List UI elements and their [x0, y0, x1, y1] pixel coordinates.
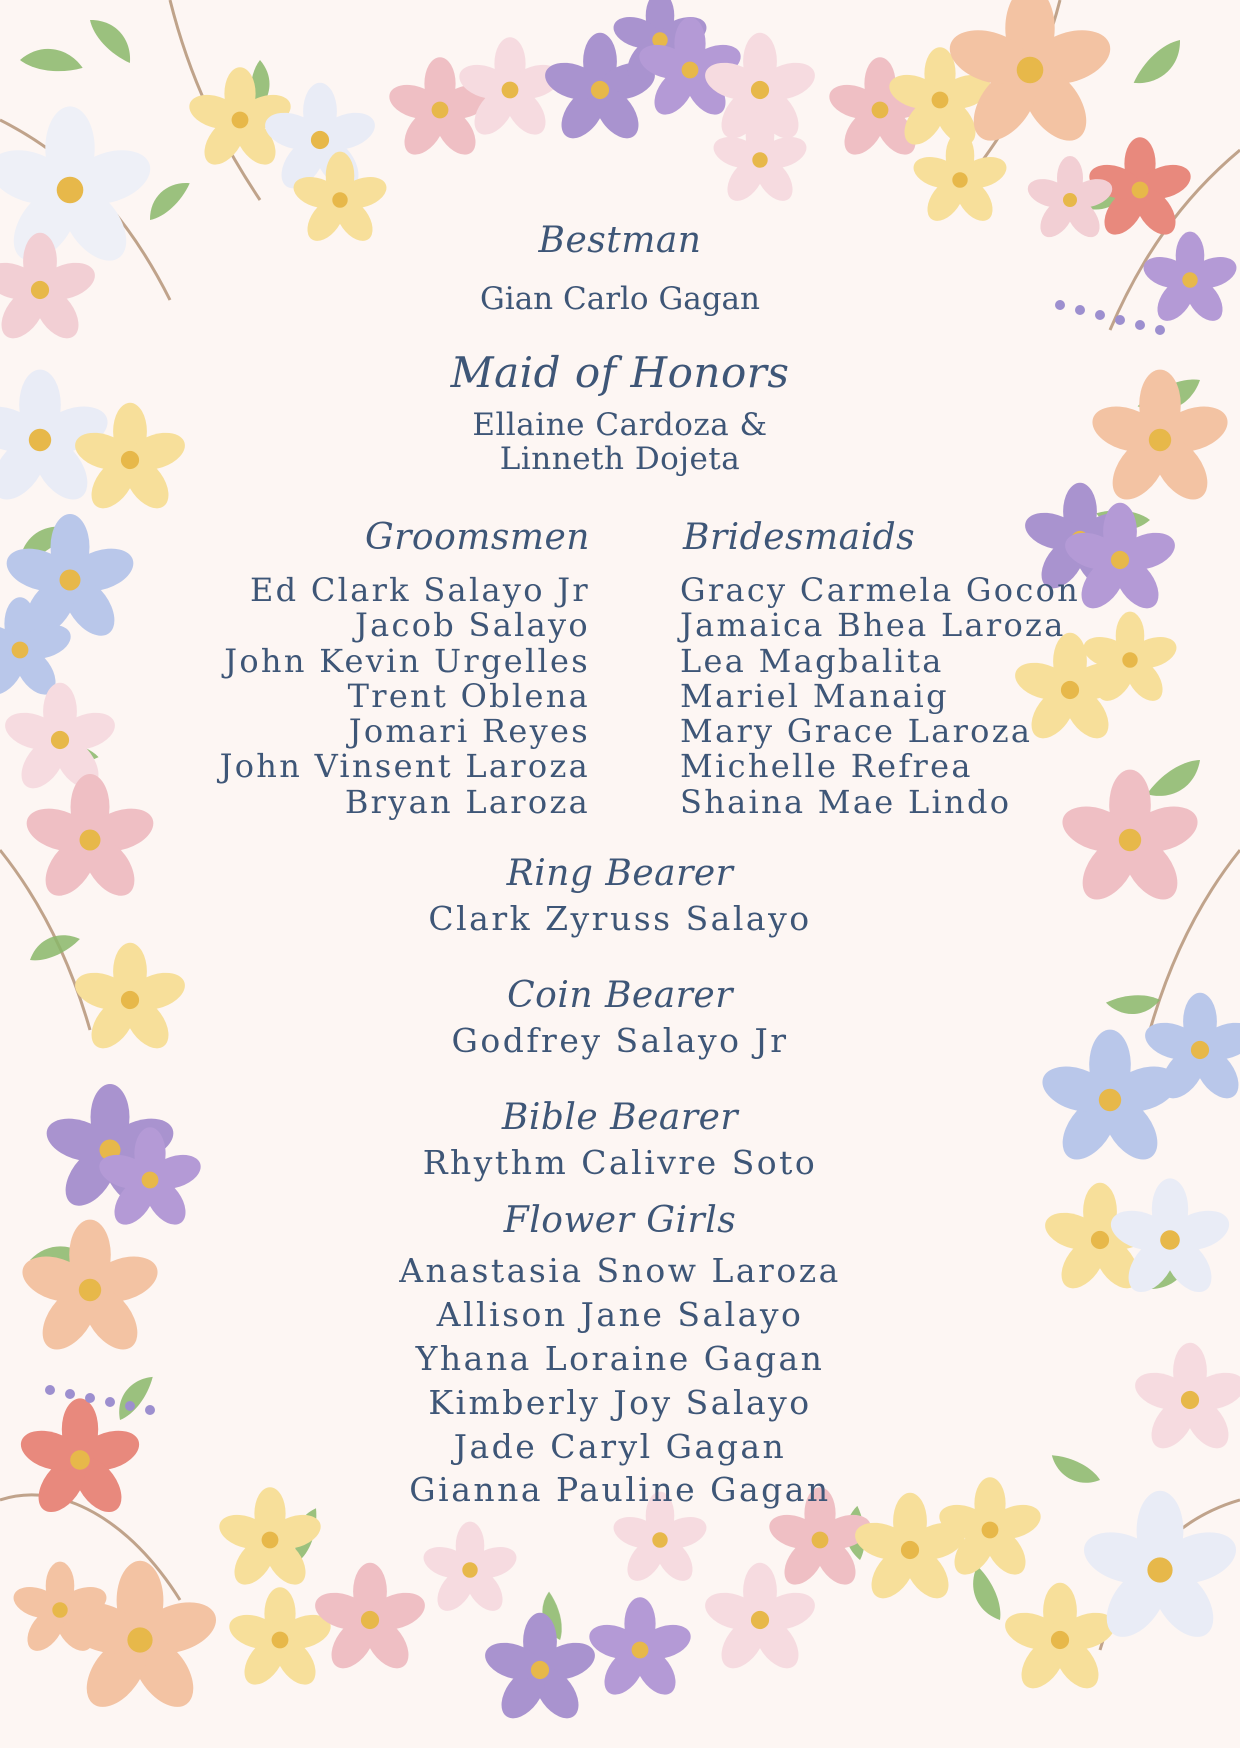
ring-bearer-heading: Ring Bearer	[506, 853, 734, 894]
groomsmen-list	[220, 573, 590, 820]
groomsman-name: Ed Clark Salayo Jr	[249, 571, 590, 609]
ring-bearer-name: Clark Zyruss Salayo	[428, 899, 812, 938]
groomsmen-heading: Groomsmen	[364, 517, 590, 558]
groomsman-name: Bryan Laroza	[344, 782, 590, 821]
flower-girl-name: Allison Jane Salayo	[436, 1295, 804, 1334]
bible-bearer-name: Rhythm Calivre Soto	[422, 1143, 818, 1182]
bridesmaid-name: Mary Grace Laroza	[680, 712, 1033, 751]
groomsman-name: John Kevin Urgelles	[224, 641, 590, 680]
bridesmaid-name: Mariel Manaig	[680, 676, 949, 715]
maid-of-honor-line-1: Ellaine Cardoza &	[472, 407, 768, 443]
groomsman-name: Jacob Salayo	[354, 606, 590, 645]
groomsman-name: John Vinsent Laroza	[219, 747, 590, 786]
bridesmaid-name: Shaina Mae Lindo	[680, 782, 1012, 821]
flower-girl-name: Anastasia Snow Laroza	[399, 1251, 841, 1290]
groomsman-name: Trent Oblena	[347, 676, 590, 715]
bridesmaid-name: Lea Magbalita	[680, 641, 944, 680]
maid-of-honor-heading: Maid of Honors	[450, 348, 790, 397]
coin-bearer-heading: Coin Bearer	[507, 975, 733, 1016]
bridesmaid-name: Gracy Carmela Gocon	[680, 571, 1081, 609]
bestman-name: Gian Carlo Gagan	[480, 281, 760, 317]
maid-of-honor-line-2: Linneth Dojeta	[499, 441, 741, 477]
flower-girl-name: Yhana Loraine Gagan	[415, 1339, 825, 1378]
bridesmaid-name: Michelle Refrea	[680, 747, 973, 786]
bridesmaid-name: Jamaica Bhea Laroza	[680, 606, 1066, 645]
flower-girl-name: Kimberly Joy Salayo	[428, 1383, 812, 1422]
coin-bearer-name: Godfrey Salayo Jr	[451, 1021, 789, 1060]
bestman-heading: Bestman	[538, 220, 702, 261]
flower-girls-heading: Flower Girls	[503, 1200, 737, 1241]
flower-girl-name: Gianna Pauline Gagan	[409, 1470, 831, 1509]
bridesmaids-heading: Bridesmaids	[683, 517, 916, 558]
flower-girl-name: Jade Caryl Gagan	[453, 1427, 787, 1466]
groomsman-name: Jomari Reyes	[348, 712, 590, 751]
bridesmaids-list	[680, 573, 1080, 820]
bible-bearer-heading: Bible Bearer	[501, 1097, 739, 1138]
